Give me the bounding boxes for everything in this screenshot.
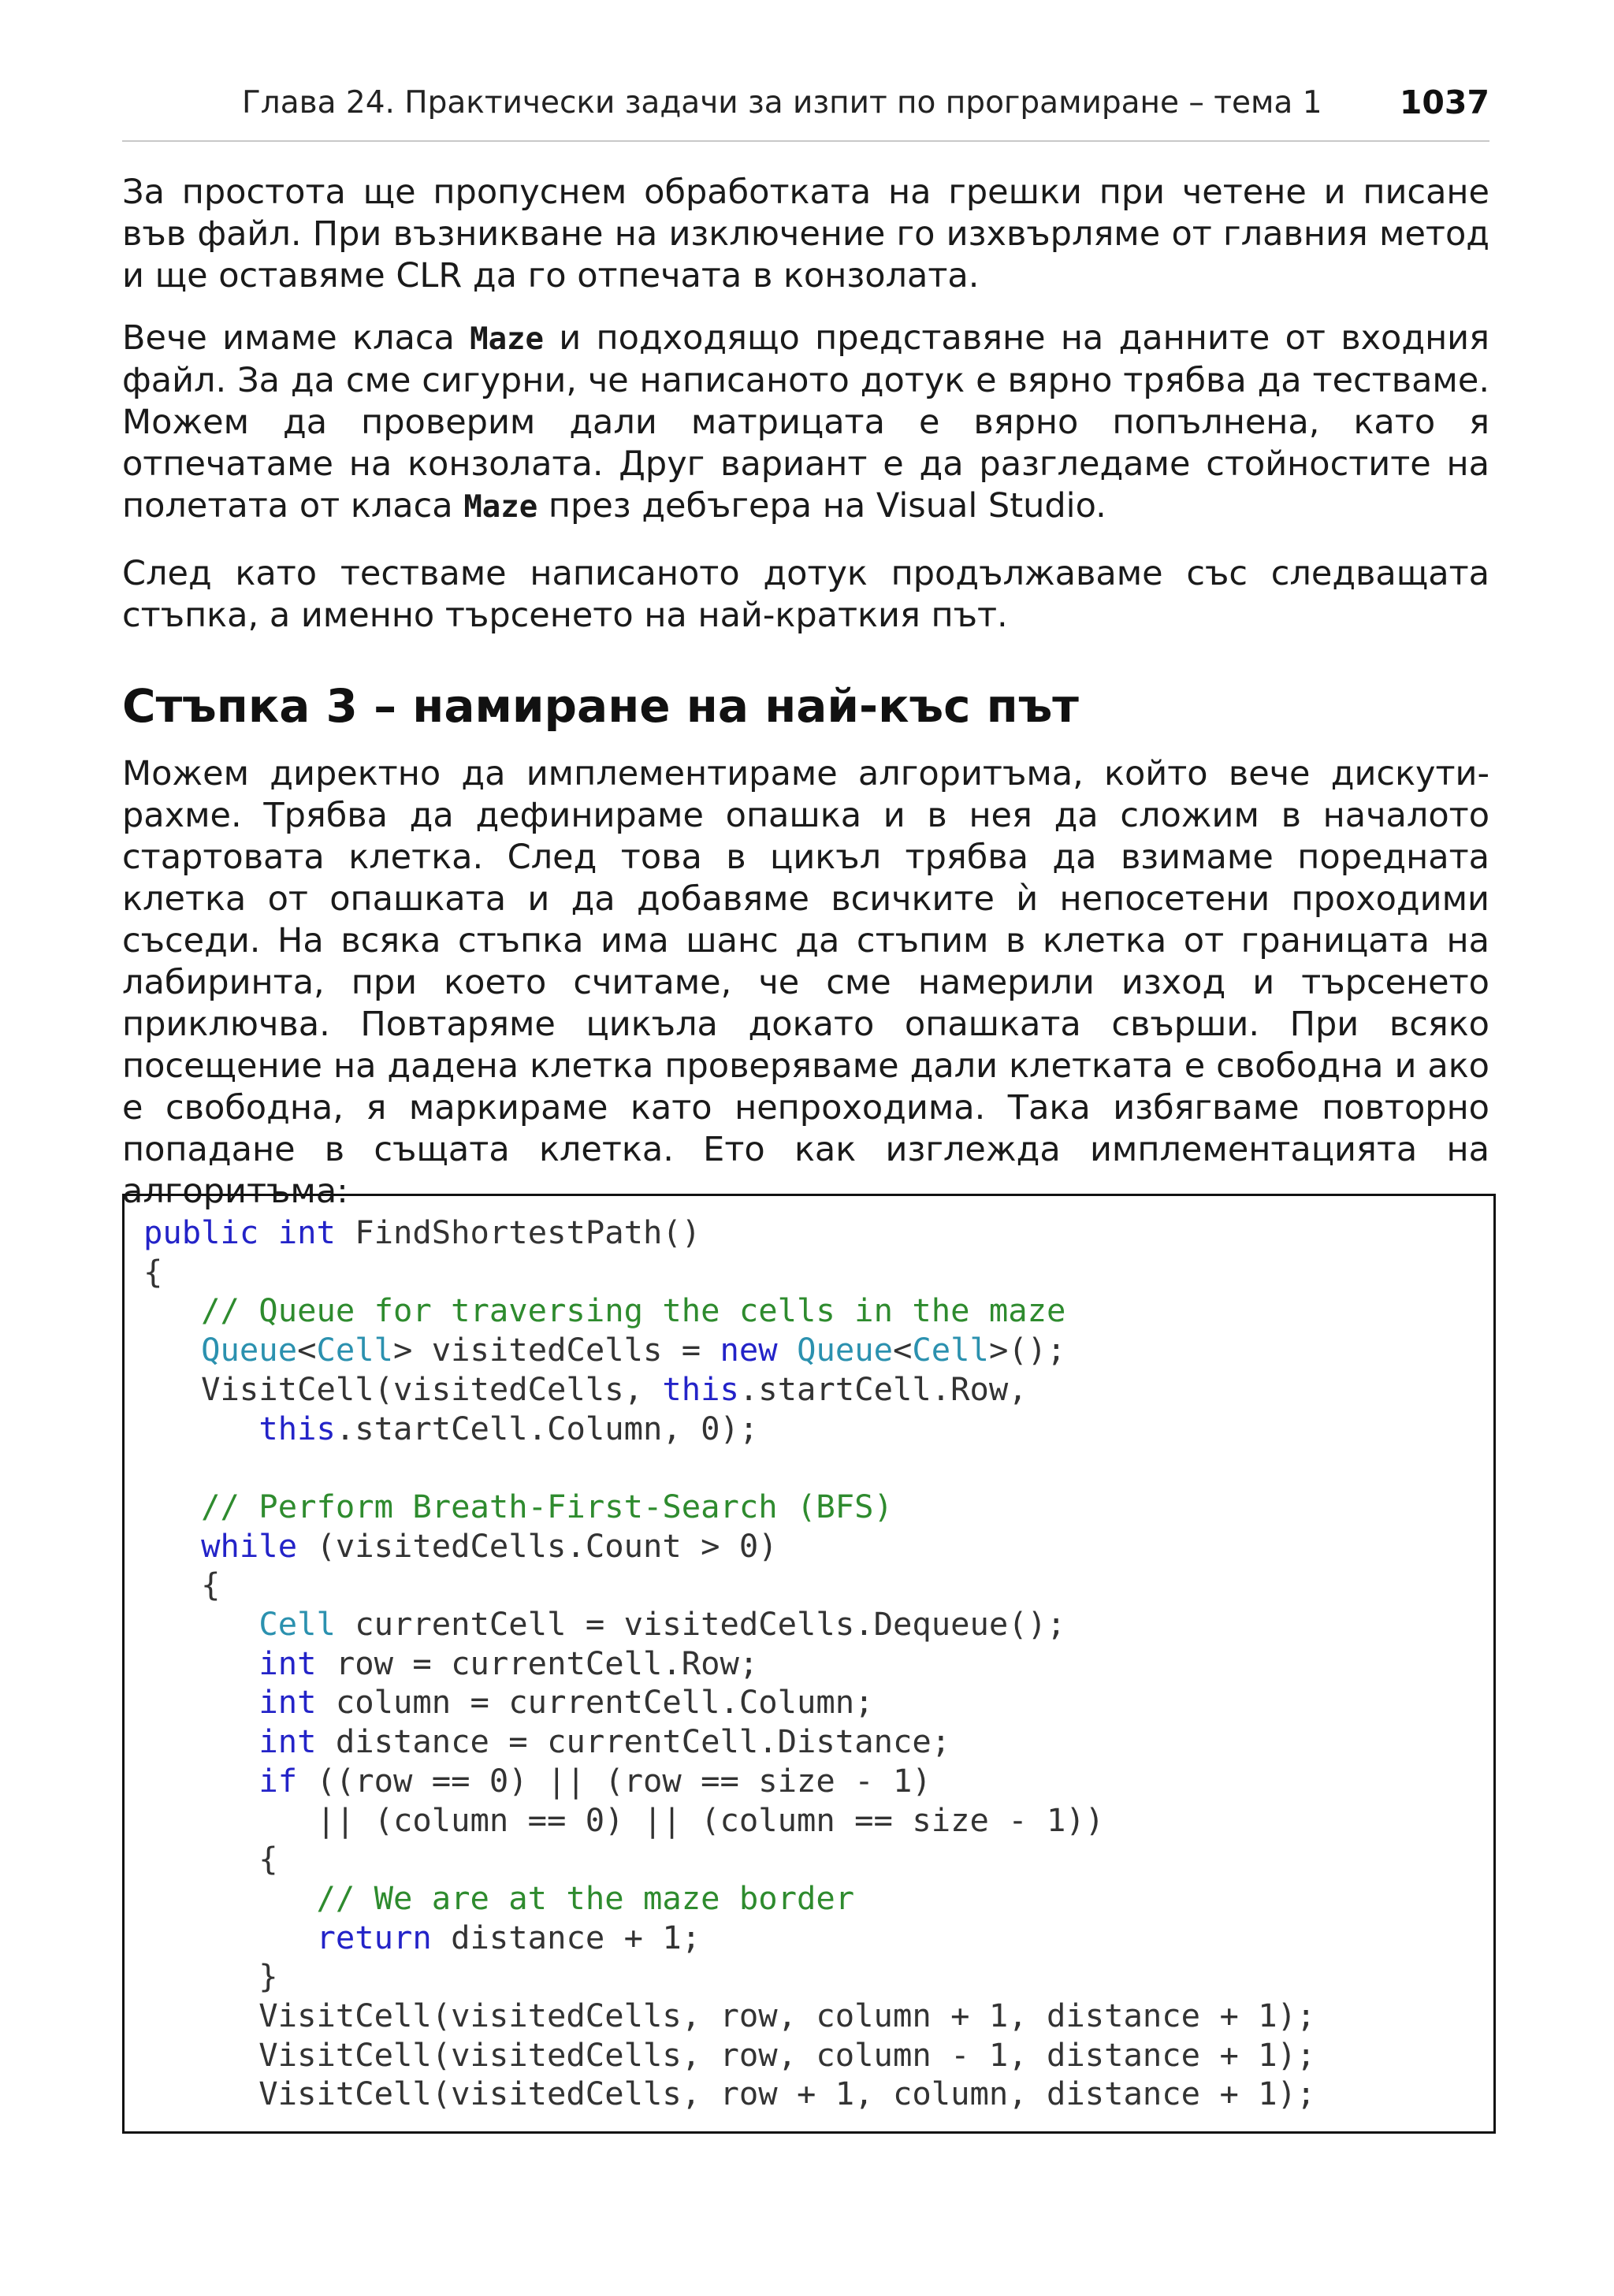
code-line <box>143 1488 893 1525</box>
inline-code-maze: Maze <box>463 489 538 525</box>
code-token <box>143 1762 258 1800</box>
code-listing <box>122 1194 1496 2134</box>
section-heading: Стъпка 3 – намиране на най-къс път <box>122 679 1079 733</box>
code-token: distance + 1; <box>431 1918 701 1956</box>
code-token: || (column == 0) || (column == size - 1)) <box>143 1800 1105 1839</box>
code-line <box>143 2036 1315 2074</box>
chapter-title: Глава 24. Практически задачи за изпит по програмиране – тема 1 <box>242 85 1322 121</box>
code-token <box>143 1722 258 1760</box>
paragraph-next-step: След като тестваме написаното дотук продължаваме със следващата стъпка, а именно търсенето на най-краткия път. <box>122 554 1489 635</box>
code-token: this <box>258 1409 336 1447</box>
code-line <box>143 1801 1104 1839</box>
code-token <box>258 1213 277 1251</box>
code-token: // Queue for traversing the cells in the maze <box>201 1291 1066 1330</box>
text-run: и подходящо представяне на данните от входния файл. За да сме сигурни, че написаното дотук е вярно трябва да тестваме. Можем да проверим дали матрицата е вярно попълнена, като я отпечатаме на конзолата. Друг вариант е да разгледаме стойностите на полетата от класа <box>122 318 1489 526</box>
paragraph-maze-class <box>122 318 1489 528</box>
code-line <box>143 1919 701 1956</box>
code-token <box>143 1291 201 1329</box>
code-block <box>143 1213 1315 2114</box>
code-token: while <box>201 1526 298 1565</box>
code-line <box>143 1762 932 1800</box>
code-token: new <box>720 1331 778 1369</box>
code-token: // We are at the maze border <box>316 1878 855 1917</box>
paragraph-algorithm: Можем директно да имплементираме алгоритъма, който вече дискути-рахме. Трябва да дефинираме опашка и в нея да сложим в началото стартовата клетка. След това в цикъл трябва да взимаме поредната клетка от опашката и да добавяме всичките ѝ непосетени проходими съседи. На всяка стъпка има шанс да стъпим в клетка от границата на лабиринта, при което считаме, че сме намерили изход и търсенето приключва. Повтаряме цикъла докато опашката свърши. При всяко посещение на дадена клетка проверяваме дали клетката е свободна и ако е свободна, я маркираме като непроходима. Така избягваме повторно попадане в същата клетка. Ето как изглежда имплементацията на алгоритъма: <box>122 754 1489 1211</box>
code-token: > visitedCells = <box>393 1331 720 1369</box>
code-token: (visitedCells.Count > 0) <box>297 1526 778 1565</box>
code-token: Cell <box>258 1605 336 1644</box>
code-line <box>143 1566 221 1603</box>
code-token <box>143 1605 258 1643</box>
code-line <box>143 1527 778 1565</box>
code-token: public <box>143 1213 259 1251</box>
code-token: int <box>258 1722 317 1761</box>
code-token: int <box>258 1644 317 1682</box>
code-line <box>143 1253 162 1291</box>
code-token: ((row == 0) || (row == size - 1) <box>297 1761 932 1800</box>
code-token <box>143 1644 258 1682</box>
text-run: през дебъгера на Visual Studio. <box>537 486 1106 526</box>
code-token <box>143 1879 316 1917</box>
code-token: { <box>143 1566 221 1604</box>
code-line <box>143 1683 874 1721</box>
code-token: } <box>143 1957 278 1996</box>
code-line <box>143 1605 1065 1643</box>
page-header <box>122 79 1489 142</box>
code-line <box>143 1213 701 1251</box>
code-token: distance = currentCell.Distance; <box>316 1722 951 1761</box>
code-token <box>143 1683 258 1721</box>
code-token: Queue <box>797 1331 893 1369</box>
code-token: int <box>258 1683 317 1722</box>
code-token: // Perform Breath-First-Search (BFS) <box>201 1487 893 1525</box>
code-line <box>143 1840 278 1878</box>
code-token: currentCell = visitedCells.Dequeue(); <box>335 1605 1066 1644</box>
code-token: FindShortestPath() <box>335 1213 701 1251</box>
code-token: VisitCell(visitedCells, row, column - 1, distance + 1); <box>143 2035 1316 2074</box>
code-token <box>143 1488 201 1525</box>
code-line <box>143 1291 1065 1329</box>
code-line <box>143 1644 758 1682</box>
code-token: < <box>893 1331 913 1369</box>
code-line <box>143 1410 758 1447</box>
code-token: this <box>662 1369 739 1408</box>
code-token: >(); <box>988 1331 1066 1369</box>
text-run: Вече имаме класа <box>122 318 470 358</box>
code-line <box>143 1957 278 1995</box>
code-token: < <box>297 1331 317 1369</box>
code-token: { <box>143 1252 163 1291</box>
code-token: VisitCell(visitedCells, row, column + 1, distance + 1); <box>143 1997 1316 2035</box>
code-token: VisitCell(visitedCells, row + 1, column, distance + 1); <box>143 2075 1316 2113</box>
code-token: VisitCell(visitedCells, <box>143 1369 663 1408</box>
code-token <box>143 1410 258 1447</box>
page-number: 1037 <box>1399 84 1489 121</box>
code-token: return <box>316 1918 432 1956</box>
code-token: .startCell.Column, 0); <box>335 1409 759 1447</box>
code-line <box>143 1997 1315 2034</box>
code-token: column = currentCell.Column; <box>316 1683 874 1722</box>
code-line <box>143 1370 1028 1408</box>
code-line <box>143 1722 950 1760</box>
code-token: row = currentCell.Row; <box>316 1644 759 1682</box>
code-token <box>143 1527 201 1565</box>
paragraph-error-handling: За простота ще пропуснем обработката на грешки при четене и писане във файл. При възникване на изключение го изхвърляме от главния метод и ще оставяме CLR да го отпечата в конзолата. <box>122 173 1489 295</box>
code-token: int <box>277 1213 336 1251</box>
code-token: Cell <box>912 1331 989 1369</box>
code-line <box>143 2075 1315 2112</box>
code-token: Cell <box>316 1331 394 1369</box>
inline-code-maze: Maze <box>470 321 545 357</box>
code-token: .startCell.Row, <box>738 1369 1028 1408</box>
code-token: if <box>258 1761 298 1800</box>
code-line <box>143 1331 1065 1369</box>
code-token <box>778 1331 797 1369</box>
code-token <box>143 1919 316 1956</box>
code-token <box>143 1331 201 1369</box>
code-token: { <box>143 1840 278 1878</box>
code-token: Queue <box>201 1331 298 1369</box>
code-line <box>143 1879 854 1917</box>
